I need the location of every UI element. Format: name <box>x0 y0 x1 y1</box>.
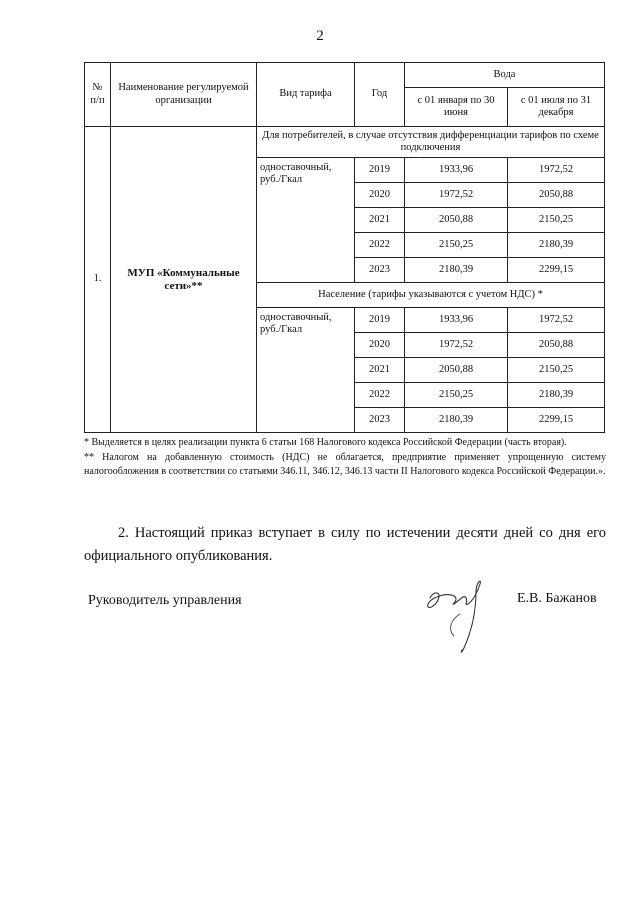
decree-paragraph <box>84 522 606 568</box>
value-cell: 1972,52 <box>508 308 605 333</box>
value-cell: 2299,15 <box>508 258 605 283</box>
year-cell: 2023 <box>355 408 405 433</box>
header-year: Год <box>355 63 405 127</box>
footnotes <box>84 436 606 480</box>
header-period-1: с 01 января по 30 июня <box>405 88 508 127</box>
year-cell: 2019 <box>355 308 405 333</box>
table-header-row <box>85 63 605 88</box>
year-cell: 2021 <box>355 358 405 383</box>
section-title-row <box>85 127 605 158</box>
value-cell: 1933,96 <box>405 308 508 333</box>
signer-name: Е.В. Бажанов <box>517 591 597 606</box>
header-num: № п/п <box>85 63 111 127</box>
value-cell: 2150,25 <box>508 208 605 233</box>
value-cell: 2180,39 <box>508 233 605 258</box>
header-tariff-type: Вид тарифа <box>257 63 355 127</box>
page-number: 2 <box>316 28 324 44</box>
year-cell: 2020 <box>355 183 405 208</box>
year-cell: 2020 <box>355 333 405 358</box>
value-cell: 2050,88 <box>405 358 508 383</box>
tariff-table <box>84 62 605 433</box>
value-cell: 2180,39 <box>508 383 605 408</box>
year-cell: 2023 <box>355 258 405 283</box>
footnote-1: * Выделяется в целях реализации пункта 6 статьи 168 Налогового кодекса Российской Федерации (часть вторая). <box>84 437 567 448</box>
year-cell: 2021 <box>355 208 405 233</box>
header-org: Наименование регулируемой организации <box>111 63 257 127</box>
value-cell: 2050,88 <box>508 183 605 208</box>
section-title: Для потребителей, в случае отсутствия дифференциации тарифов по схеме подключения <box>257 127 605 158</box>
signer-title: Руководитель управления <box>88 593 242 608</box>
value-cell: 2050,88 <box>405 208 508 233</box>
header-period-2: с 01 июля по 31 декабря <box>508 88 605 127</box>
value-cell: 2150,25 <box>508 358 605 383</box>
year-cell: 2019 <box>355 158 405 183</box>
value-cell: 2150,25 <box>405 233 508 258</box>
footnote-2: ** Налогом на добавленную стоимость (НДС) не облагается, предприятие применяет упрощенную систему налогообложения в соответствии со статьями 346.11, 346.12, 346.13 части II Налогового кодекса Российской Федерации.». <box>84 451 606 477</box>
row-number: 1. <box>85 127 111 433</box>
header-water: Вода <box>405 63 605 88</box>
tariff-type: одноставочный, руб./Гкал <box>257 158 355 283</box>
organization-name: МУП «Коммунальные сети»** <box>111 127 257 433</box>
decree-text: 2. Настоящий приказ вступает в силу по истечении десяти дней со дня его официального опубликования. <box>84 525 606 565</box>
value-cell: 2299,15 <box>508 408 605 433</box>
year-cell: 2022 <box>355 383 405 408</box>
value-cell: 1972,52 <box>405 333 508 358</box>
year-cell: 2022 <box>355 233 405 258</box>
value-cell: 2150,25 <box>405 383 508 408</box>
value-cell: 1972,52 <box>405 183 508 208</box>
value-cell: 1933,96 <box>405 158 508 183</box>
signature-icon <box>420 570 510 660</box>
value-cell: 2050,88 <box>508 333 605 358</box>
value-cell: 2180,39 <box>405 258 508 283</box>
value-cell: 1972,52 <box>508 158 605 183</box>
section-title: Население (тарифы указываются с учетом НДС) * <box>257 283 605 308</box>
tariff-type: одноставочный, руб./Гкал <box>257 308 355 433</box>
value-cell: 2180,39 <box>405 408 508 433</box>
